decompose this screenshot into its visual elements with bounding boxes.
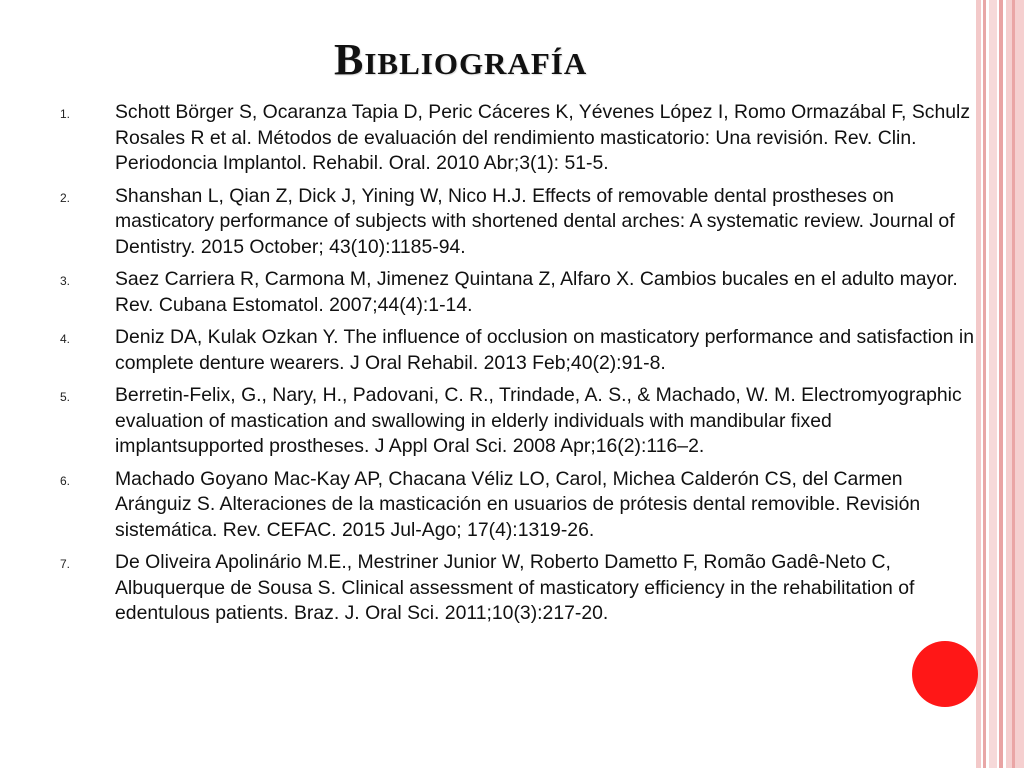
reference-text: Machado Goyano Mac-Kay AP, Chacana Véliz LO, Carol, Michea Calderón CS, del Carmen Aránguiz S. Alteraciones de la masticación en usuarios de prótesis dental removible. Revisión sistemática. Rev. CEFAC. 2015 Jul-Ago; 17(4):1319-26. — [115, 467, 921, 541]
decorative-stripe — [999, 0, 1003, 768]
reference-item — [60, 383, 982, 460]
reference-number: 2. — [60, 190, 71, 205]
reference-item — [60, 325, 982, 376]
reference-list — [60, 100, 982, 634]
decorative-stripe — [989, 0, 997, 768]
reference-item — [60, 184, 982, 261]
reference-number: 4. — [60, 332, 71, 346]
reference-number: 1. — [60, 107, 71, 121]
decorative-stripe — [1006, 0, 1024, 768]
reference-number: 6. — [60, 473, 71, 488]
reference-text: Schott Börger S, Ocaranza Tapia D, Peric Cáceres K, Yévenes López I, Romo Ormazábal F, Schulz Rosales R et al. Métodos de evaluación del rendimiento masticatorio: Una revisión. Rev. Clin. Periodoncia Implantol. Rehabil. Oral. 2010 Abr;3(1): 51-5. — [115, 101, 971, 174]
reference-number: 7. — [60, 557, 71, 571]
reference-text: Deniz DA, Kulak Ozkan Y. The influence of occlusion on masticatory performance and satisfaction in complete denture wearers. J Oral Rehabil. 2013 Feb;40(2):91-8. — [115, 326, 975, 374]
reference-item — [60, 100, 982, 177]
reference-text: Berretin-Felix, G., Nary, H., Padovani, C. R., Trindade, A. S., & Machado, W. M. Electromyographic evaluation of mastication and swallowing in elderly individuals with mandibular fixed implantsupported prostheses. J Appl Oral Sci. 2008 Apr;16(2):116–2. — [115, 384, 962, 457]
reference-text: De Oliveira Apolinário M.E., Mestriner Junior W, Roberto Dametto F, Romão Gadê-Neto C, Albuquerque de Sousa S. Clinical assessment of masticatory efficiency in the rehabilitation of edentulous patients. Braz. J. Oral Sci. 2011;10(3):217-20. — [115, 551, 915, 624]
decorative-stripe — [983, 0, 986, 768]
red-circle-pointer-icon — [912, 641, 978, 707]
reference-text: Saez Carriera R, Carmona M, Jimenez Quintana Z, Alfaro X. Cambios bucales en el adulto mayor. Rev. Cubana Estomatol. 2007;44(4):1-14. — [115, 268, 958, 316]
reference-number: 3. — [60, 274, 71, 288]
reference-text: Shanshan L, Qian Z, Dick J, Yining W, Nico H.J. Effects of removable dental prostheses on masticatory performance of subjects with shortened dental arches: A systematic review. Journal of Dentistry. 2015 October; 43(10):1185-94. — [115, 184, 955, 258]
slide-title: Bibliografía — [334, 35, 588, 84]
reference-number: 5. — [60, 390, 71, 404]
reference-item — [60, 267, 982, 318]
reference-item — [60, 550, 982, 627]
reference-item — [60, 467, 982, 544]
decorative-stripe — [1012, 0, 1015, 768]
